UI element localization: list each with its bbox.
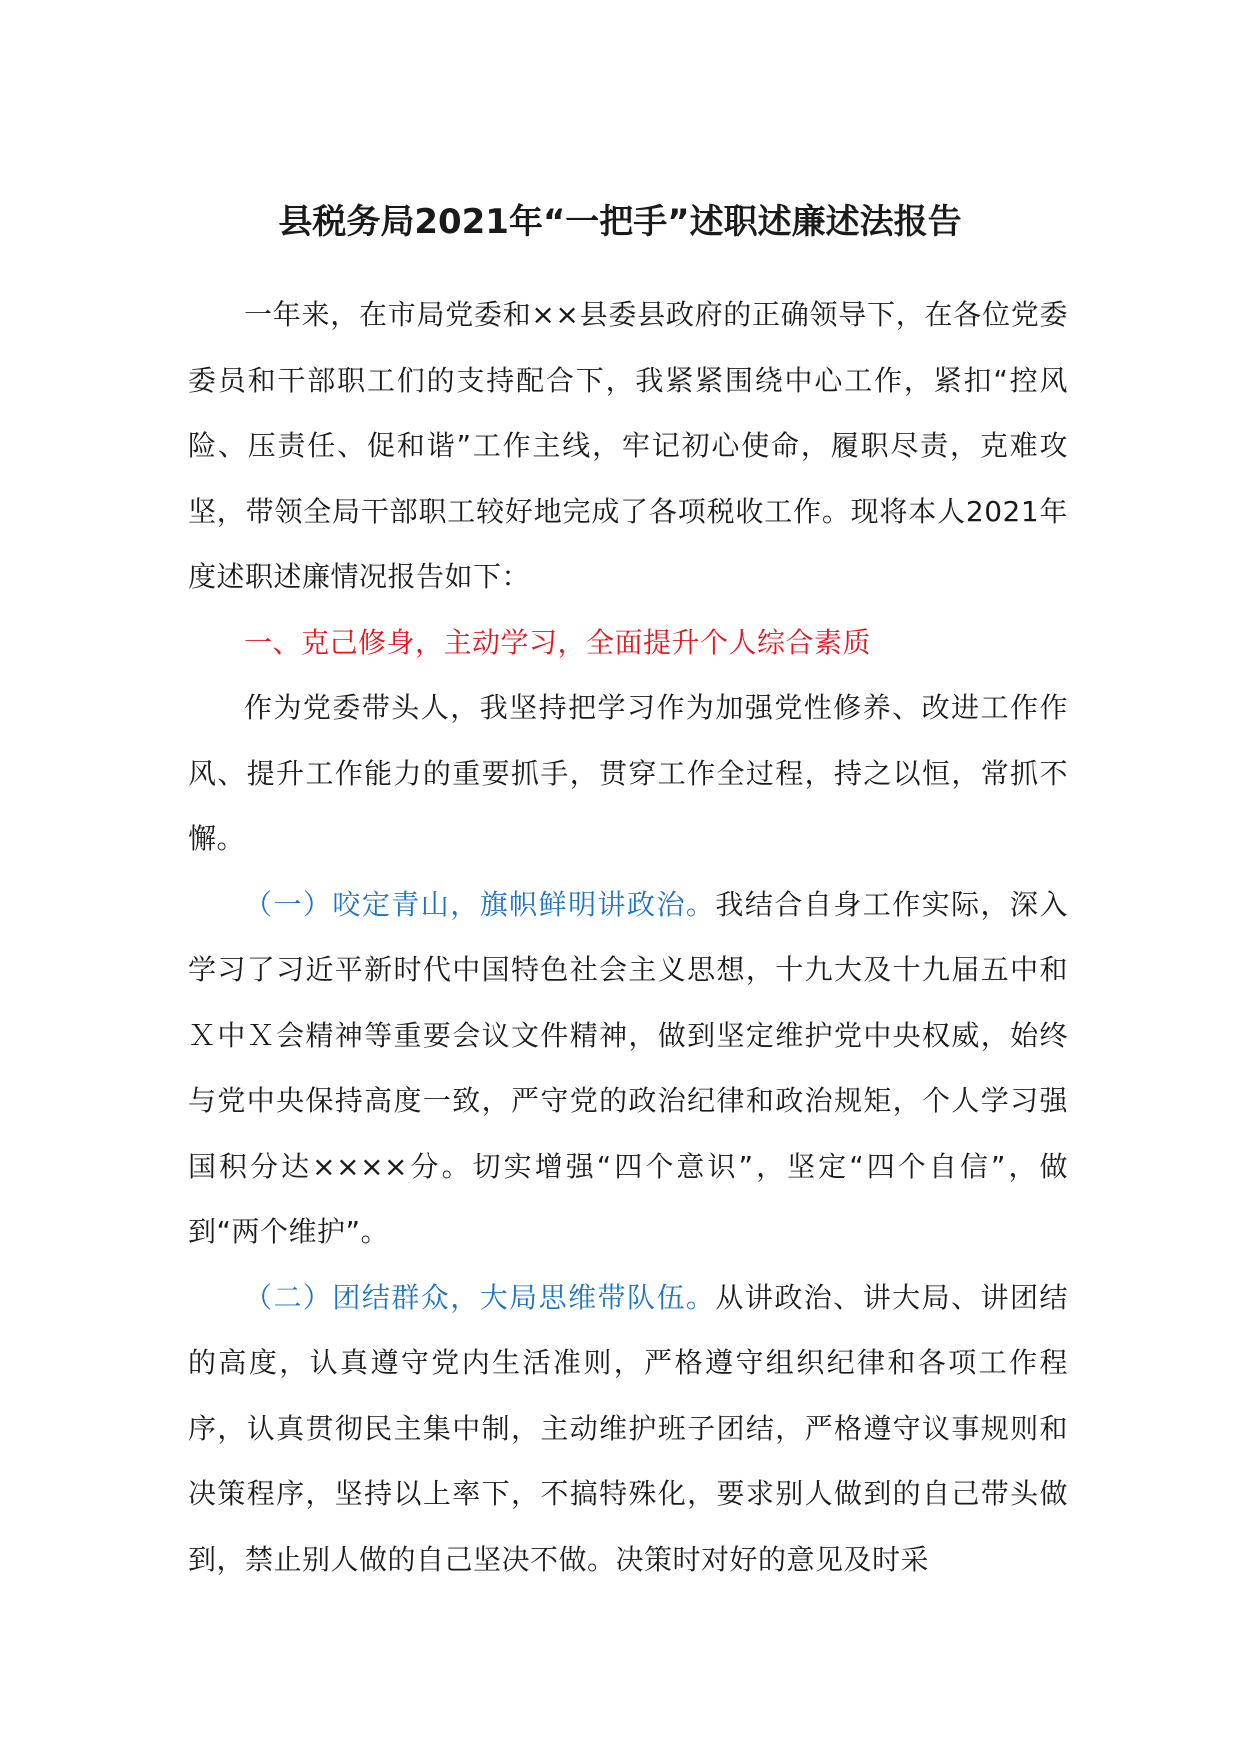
intro-paragraph: 一年来，在市局党委和××县委县政府的正确领导下，在各位党委委员和干部职工们的支持配合下，我紧紧围绕中心工作，紧扣“控风险、压责任、促和谐”工作主线，牢记初心使命，履职尽责，克难攻坚，带领全局干部职工较好地完成了各项税收工作。现将本人2021年度述职述廉情况报告如下： [188, 298, 1068, 593]
item-1-body: 我结合自身工作实际，深入学习了习近平新时代中国特色社会主义思想，十九大及十九届五中和Ｘ中Ｘ会精神等重要会议文件精神，做到坚定维护党中央权威，始终与党中央保持高度一致，严守党的政治纪律和政治规矩，个人学习强国积分达××××分。切实增强“四个意识”，坚定“四个自信”，做到“两个维护”。 [188, 887, 1068, 1248]
item-1-lead: （一）咬定青山，旗帜鲜明讲政治。 [244, 887, 716, 921]
item-1-paragraph [188, 872, 1068, 1265]
section-1-paragraph: 作为党委带头人，我坚持把学习作为加强党性修养、改进工作作风、提升工作能力的重要抓手，贯穿工作全过程，持之以恒，常抓不懈。 [188, 691, 1068, 855]
item-2-lead: （二）团结群众，大局思维带队伍。 [244, 1280, 716, 1314]
document-body [188, 282, 1068, 1592]
document-title: 县税务局2021年“一把手”述职述廉述法报告 [278, 202, 962, 242]
item-2-paragraph [188, 1265, 1068, 1593]
section-heading-1: 一、克己修身，主动学习，全面提升个人综合素质 [244, 625, 872, 659]
item-2-body: 从讲政治、讲大局、讲团结的高度，认真遵守党内生活准则，严格遵守组织纪律和各项工作程序，认真贯彻民主集中制，主动维护班子团结，严格遵守议事规则和决策程序，坚持以上率下，不搞特殊化，要求别人做到的自己带头做到，禁止别人做的自己坚决不做。决策时对好的意见及时采 [188, 1280, 1068, 1576]
